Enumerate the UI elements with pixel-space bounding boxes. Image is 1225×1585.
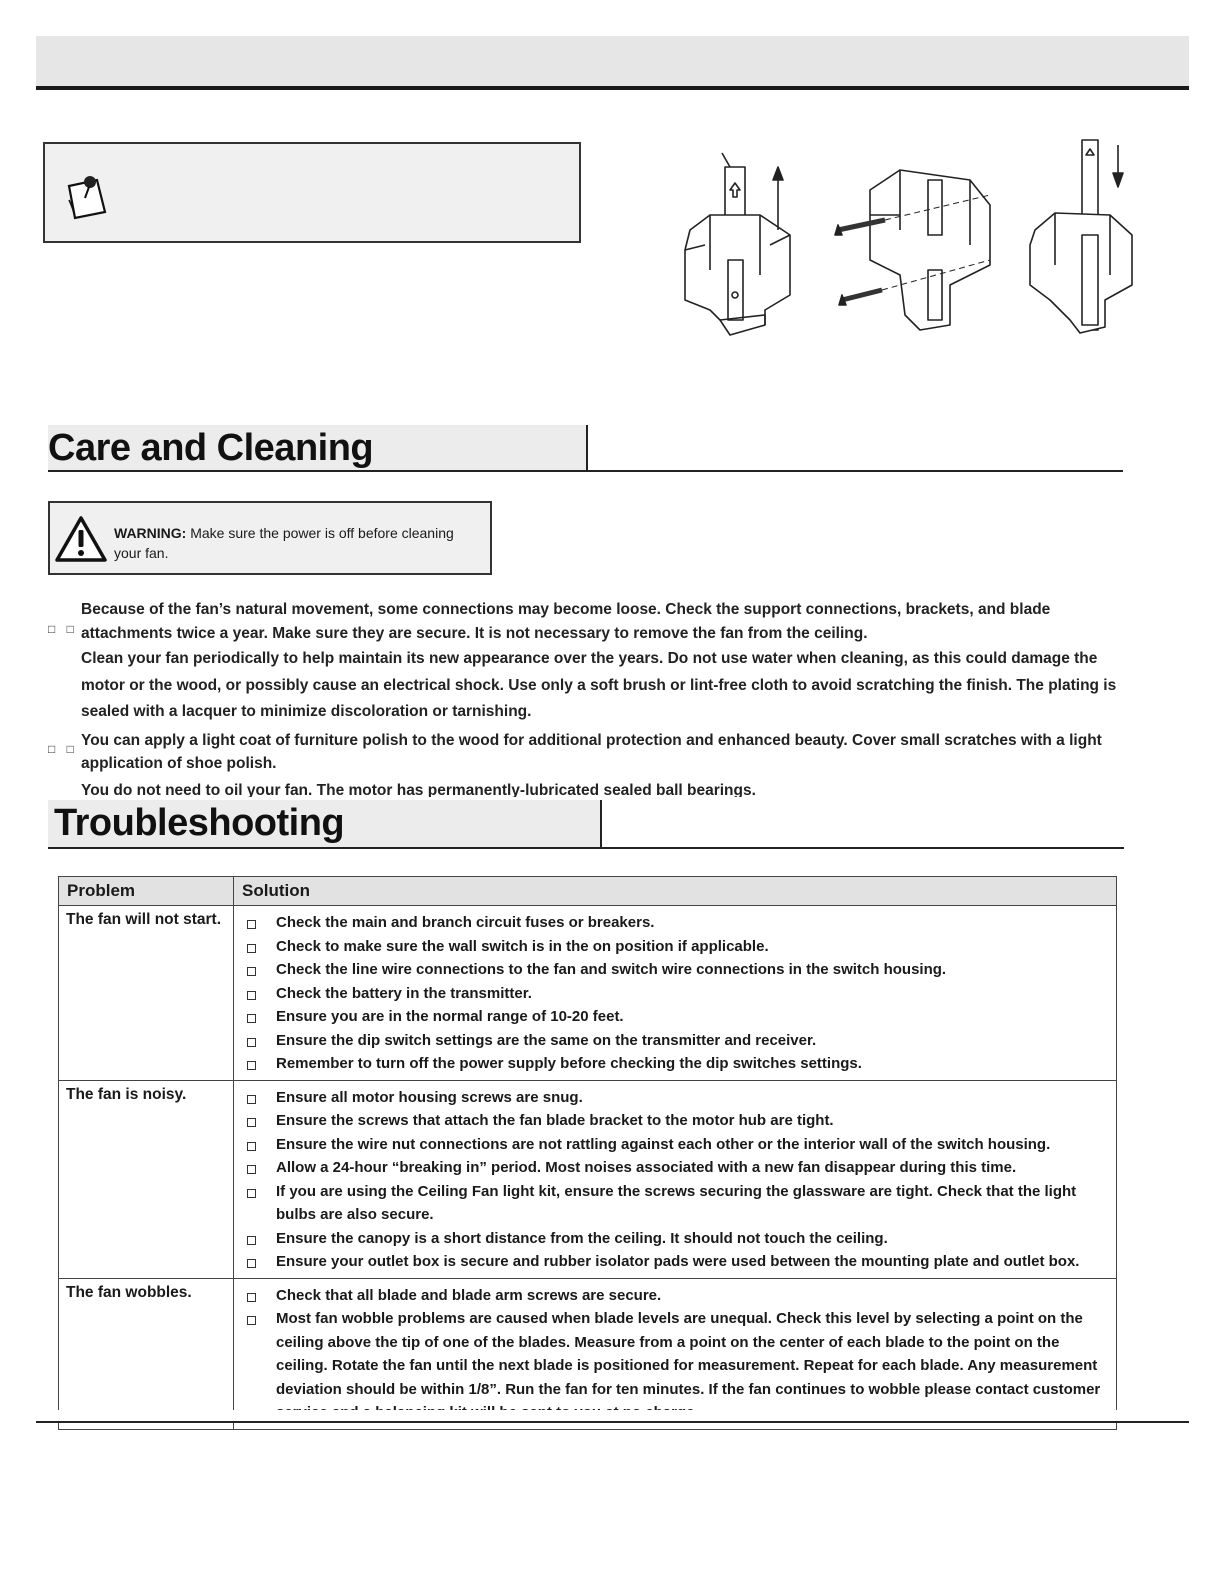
- solution-list: [242, 911, 1108, 1076]
- section-title: Care and Cleaning: [48, 427, 374, 469]
- solution-item: Remember to turn off the power supply before checking the dip switches settings.: [242, 1052, 1108, 1076]
- section-title: Troubleshooting: [54, 802, 345, 844]
- care-paragraph: Clean your fan periodically to help maintain its new appearance over the years. Do not use water when cleaning, as this could damage the motor or the wood, or possibly cause an electrical shock. Use only a soft brush or lint-free cloth to avoid scratching the finish. The plating is sealed with a lacquer to minimize discoloration or tarnishing.: [81, 650, 1117, 720]
- care-instructions: [81, 598, 1121, 797]
- solution-item: Ensure you are in the normal range of 10-20 feet.: [242, 1005, 1108, 1029]
- bullet-marker: □ □: [48, 622, 78, 636]
- solution-cell: [234, 1278, 1117, 1429]
- care-paragraph: Because of the fan’s natural movement, some connections may become loose. Check the support connections, brackets, and blade attachments twice a year. Make sure they are secure. It is not necessary to remove the fan from the ceiling.: [81, 601, 1051, 642]
- troubleshooting-table: [58, 876, 1117, 1430]
- solution-item: Ensure all motor housing screws are snug.: [242, 1086, 1108, 1110]
- solution-item: Check the battery in the transmitter.: [242, 982, 1108, 1006]
- table-header-row: [59, 877, 1117, 906]
- solution-item: Ensure your outlet box is secure and rubber isolator pads were used between the mounting plate and outlet box.: [242, 1250, 1108, 1274]
- table-row: [59, 906, 1117, 1081]
- solution-item: Ensure the dip switch settings are the same on the transmitter and receiver.: [242, 1029, 1108, 1053]
- solution-item: Check the main and branch circuit fuses or breakers.: [242, 911, 1108, 935]
- heading-rule: [48, 847, 1124, 849]
- problem-cell: The fan will not start.: [59, 906, 234, 1081]
- problem-cell: The fan wobbles.: [59, 1278, 234, 1429]
- column-header-solution: Solution: [234, 877, 1117, 906]
- table-row: [59, 1278, 1117, 1429]
- page-cutoff: [0, 1410, 1225, 1421]
- solution-item: Check to make sure the wall switch is in the on position if applicable.: [242, 935, 1108, 959]
- problem-cell: The fan is noisy.: [59, 1080, 234, 1278]
- solution-item: Check that all blade and blade arm screws are secure.: [242, 1284, 1108, 1308]
- care-paragraph: You do not need to oil your fan. The motor has permanently-lubricated sealed ball bearings.: [81, 781, 756, 797]
- troubleshooting-header: [48, 800, 1124, 852]
- warning-message: Make sure the power is off before cleaning your fan.: [114, 525, 454, 561]
- solution-item: If you are using the Ceiling Fan light kit, ensure the screws securing the glassware are tight. Check that the light bulbs are also secure.: [242, 1180, 1108, 1227]
- table-body: [59, 906, 1117, 1430]
- solution-item: Most fan wobble problems are caused when blade levels are unequal. Check this level by selecting a point on the ceiling above the tip of one of the blades. Measure from a point on the center of each blade to the point on the ceiling. Rotate the fan until the next blade is positioned for measurement. Repeat for each blade. Any measurement deviation should be within 1/8”. Run the fan for ten minutes. If the fan continues to wobble please contact customer: [242, 1307, 1108, 1425]
- warning-label: WARNING:: [114, 525, 187, 541]
- solution-item: Allow a 24-hour “breaking in” period. Most noises associated with a new fan disappear during this time.: [242, 1156, 1108, 1180]
- column-header-problem: Problem: [59, 877, 234, 906]
- table-row: [59, 1080, 1117, 1278]
- solution-item: Ensure the wire nut connections are not rattling against each other or the interior wall of the switch housing.: [242, 1133, 1108, 1157]
- solution-cell: [234, 906, 1117, 1081]
- solution-item: Check the line wire connections to the fan and switch wire connections in the switch housing.: [242, 958, 1108, 982]
- solution-list: [242, 1086, 1108, 1274]
- footer-rule: [36, 1421, 1189, 1423]
- bullet-marker: □ □: [48, 742, 78, 756]
- care-paragraph: You can apply a light coat of furniture polish to the wood for additional protection and enhanced beauty. Cover small scratches with a light application of shoe polish.: [81, 731, 1102, 772]
- solution-cell: [234, 1080, 1117, 1278]
- solution-list: [242, 1284, 1108, 1425]
- solution-item: Ensure the screws that attach the fan blade bracket to the motor hub are tight.: [242, 1109, 1108, 1133]
- solution-item: Ensure the canopy is a short distance from the ceiling. It should not touch the ceiling.: [242, 1227, 1108, 1251]
